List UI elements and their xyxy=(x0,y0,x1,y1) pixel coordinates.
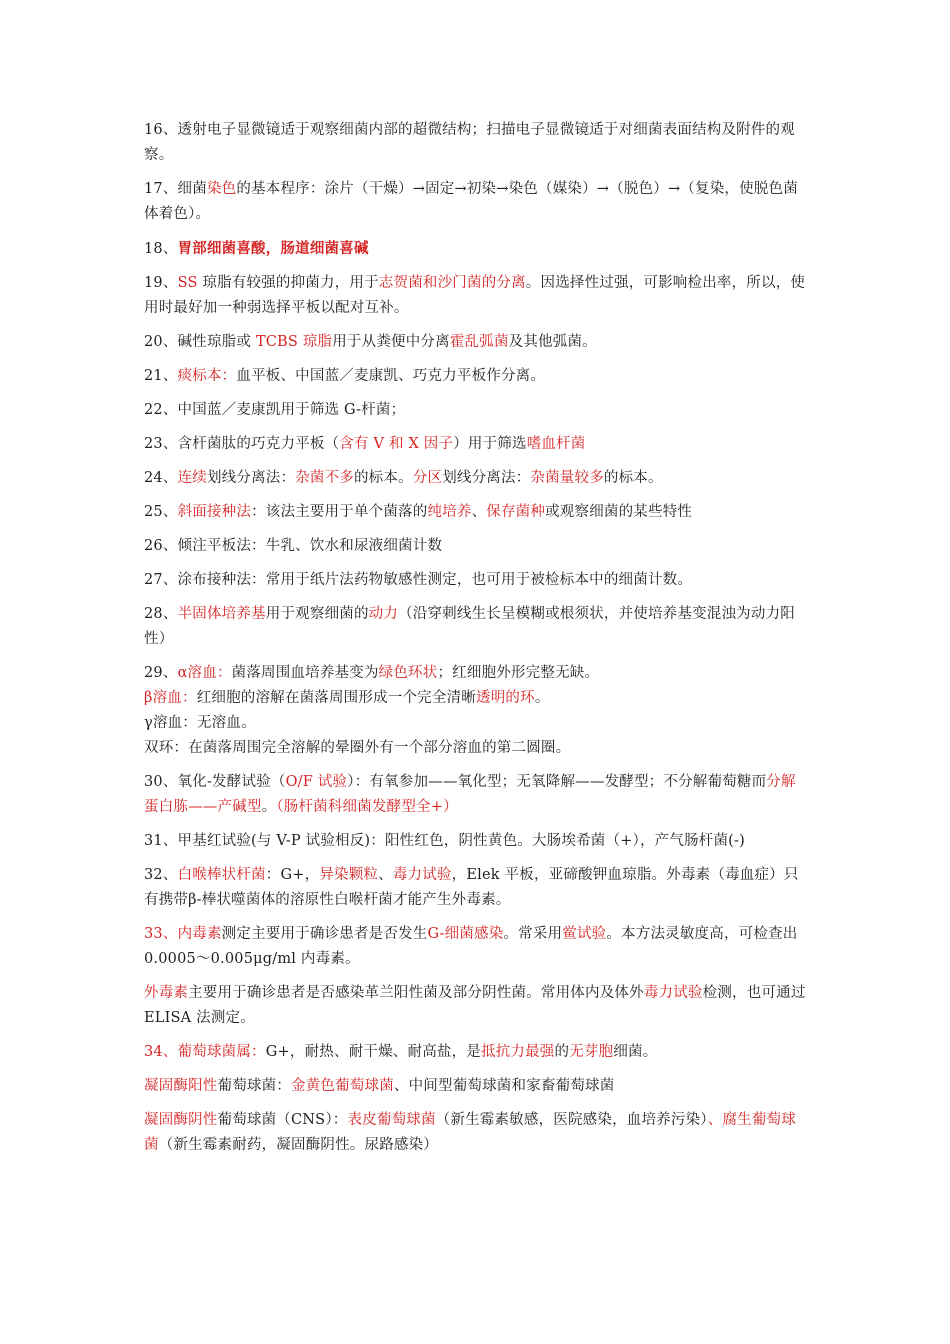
body-text: 测定主要用于确诊患者是否发生 xyxy=(221,926,428,942)
body-text: γ溶血：无溶血。 xyxy=(144,715,256,731)
body-text: 29、 xyxy=(144,665,178,681)
body-text: ）用于筛选 xyxy=(453,436,527,452)
paragraph-p20 xyxy=(144,330,810,355)
highlighted-text: 白喉棒状杆菌 xyxy=(177,867,266,883)
highlighted-text: 外毒素 xyxy=(144,985,189,1001)
paragraph-p23 xyxy=(144,432,810,457)
highlighted-text: 凝固酶阴性 xyxy=(144,1112,218,1128)
paragraph-p18 xyxy=(144,236,810,262)
highlighted-text: 金黄色葡萄球菌 xyxy=(291,1078,394,1094)
body-text: （新生霉素敏感，医院感染，血培养污染） xyxy=(435,1112,708,1128)
body-text: 红细胞的溶解在菌落周围形成一个完全清晰 xyxy=(196,690,476,706)
highlighted-text: α溶血： xyxy=(177,665,232,681)
paragraph-p28 xyxy=(144,602,810,652)
highlighted-text: 分区 xyxy=(412,470,443,486)
body-text: 的标本。 xyxy=(353,470,413,486)
body-text: 25、 xyxy=(144,504,178,520)
paragraph-p26 xyxy=(144,534,810,559)
highlighted-text: 纯培养 xyxy=(427,504,472,520)
highlighted-text: 绿色环状 xyxy=(378,665,438,681)
body-text: 主要用于确诊患者是否感染革兰阳性菌及部分阴性菌。常用体内及体外 xyxy=(188,985,644,1001)
body-text: 28、 xyxy=(144,606,178,622)
body-text: 双环：在菌落周围完全溶解的晕圈外有一个部分溶血的第二圆圈。 xyxy=(144,740,571,756)
highlighted-text: 嗜血杆菌 xyxy=(526,436,586,452)
highlighted-text: G-细菌感染 xyxy=(427,926,504,942)
body-text: 菌落周围血培养基变为 xyxy=(231,665,379,681)
body-text: 、 xyxy=(378,867,393,883)
body-text: 、 xyxy=(471,504,487,520)
highlighted-text: 异染颗粒 xyxy=(319,867,379,883)
highlighted-text: （肠杆菌科细菌发酵型全+） xyxy=(276,799,458,815)
paragraph-p29a xyxy=(144,661,810,686)
body-text: 31、甲基红试验(与 V-P 试验相反)：阳性红色，阴性黄色。大肠埃希菌（+），产气肠杆菌(-) xyxy=(144,833,745,849)
paragraph-p32 xyxy=(144,863,810,913)
body-text: （新生霉素耐药，凝固酶阴性。尿路感染） xyxy=(158,1137,439,1153)
body-text: 27、涂布接种法：常用于纸片法药物敏感性测定，也可用于被检标本中的细菌计数。 xyxy=(144,572,693,588)
highlighted-text: 33、 xyxy=(144,926,178,942)
highlighted-text: 腐生葡萄球菌 xyxy=(144,1112,796,1153)
body-text: 20、碱性琼脂或 xyxy=(144,334,256,350)
paragraph-p29d xyxy=(144,736,810,761)
highlighted-text: 胃部细菌喜酸，肠道细菌喜碱 xyxy=(177,240,369,257)
body-text: 。本方法灵敏度高，可检查出 0.0005～0.005μg/ml 内毒素。 xyxy=(144,926,798,967)
highlighted-text: 内毒素 xyxy=(177,926,222,942)
highlighted-text: 杂菌不多 xyxy=(295,470,354,486)
paragraph-p16 xyxy=(144,118,810,168)
paragraph-p29c xyxy=(144,711,810,736)
body-text: 32、 xyxy=(144,867,178,883)
body-text: 16、透射电子显微镜适于观察细菌内部的超微结构；扫描电子显微镜适于对细菌表面结构及附件的观察。 xyxy=(144,122,795,163)
highlighted-text: 含有 V 和 X 因子 xyxy=(339,436,454,452)
highlighted-text: 透明的环 xyxy=(476,690,535,706)
body-text: 17、细菌 xyxy=(144,181,207,197)
body-text: ：该法主要用于单个菌落的 xyxy=(251,504,428,520)
paragraph-p25 xyxy=(144,500,810,525)
highlighted-text: 、 xyxy=(707,1112,723,1128)
body-text: 琼脂有较强的抑菌力，用于 xyxy=(197,275,379,291)
paragraph-p17 xyxy=(144,177,810,227)
highlighted-text: 34、葡萄球菌属： xyxy=(144,1044,266,1060)
highlighted-text: 保存菌种 xyxy=(486,504,546,520)
body-text: 的基本程序：涂片（干燥）→固定→初染→染色（媒染）→（脱色）→（复染，使脱色菌体着色）。 xyxy=(144,181,798,222)
highlighted-text: 志贺菌和沙门菌的分离 xyxy=(378,275,526,291)
body-text: 及其他弧菌。 xyxy=(508,334,597,350)
body-text: 划线分离法： xyxy=(442,470,531,486)
paragraph-p29b xyxy=(144,686,810,711)
body-text: 22、中国蓝／麦康凯用于筛选 G-杆菌； xyxy=(144,402,406,418)
highlighted-text: 鲎试验 xyxy=(562,926,607,942)
body-text: 的标本。 xyxy=(603,470,663,486)
body-text: ：G+， xyxy=(265,867,320,883)
body-text: ，Elek 平板，亚碲酸钾血琼脂。外毒素（毒血症）只有携带β-棒状噬菌体的溶原性白喉杆菌才能产生外毒素。 xyxy=(144,867,799,908)
highlighted-text: 连续 xyxy=(177,470,207,486)
highlighted-text: 动力 xyxy=(368,606,399,622)
body-text: 。 xyxy=(534,690,550,706)
paragraph-p33 xyxy=(144,922,810,972)
paragraph-p22 xyxy=(144,398,810,423)
body-text: 19、 xyxy=(144,275,178,291)
highlighted-text: O/F 试验 xyxy=(285,774,348,790)
highlighted-text: 痰标本： xyxy=(177,368,237,384)
paragraph-p34c xyxy=(144,1108,810,1158)
body-text: 。 xyxy=(261,799,277,815)
body-text: 24、 xyxy=(144,470,178,486)
body-text: 26、倾注平板法：牛乳、饮水和尿液细菌计数 xyxy=(144,538,443,554)
body-text: 葡萄球菌（CNS）： xyxy=(217,1112,348,1128)
highlighted-text: 毒力试验 xyxy=(392,867,452,883)
body-text: 血平板、中国蓝／麦康凯、巧克力平板作分离。 xyxy=(236,368,546,384)
highlighted-text: 杂菌量较多 xyxy=(530,470,604,486)
highlighted-text: SS xyxy=(177,275,198,291)
body-text: ）：有氧参加——氧化型；无氧降解——发酵型；不分解葡萄糖而 xyxy=(347,774,767,790)
highlighted-text: 霍乱弧菌 xyxy=(449,334,509,350)
highlighted-text: 凝固酶阳性 xyxy=(144,1078,218,1094)
paragraph-p33b xyxy=(144,981,810,1031)
body-text: 或观察细菌的某些特性 xyxy=(545,504,693,520)
body-text: （沿穿刺线生长呈模糊或根须状，并使培养基变混浊为动力阳性） xyxy=(144,606,795,647)
highlighted-text: 染色 xyxy=(206,181,237,197)
body-text: 检测，也可通过 ELISA 法测定。 xyxy=(144,985,806,1026)
body-text: 划线分离法： xyxy=(206,470,296,486)
paragraph-p34b xyxy=(144,1074,810,1099)
body-text: 。因选择性过强，可影响检出率，所以，使用时最好加一种弱选择平板以配对互补。 xyxy=(144,275,806,316)
body-text: 的 xyxy=(554,1044,570,1060)
highlighted-text: 无芽胞 xyxy=(569,1044,614,1060)
paragraph-p30 xyxy=(144,770,810,820)
paragraph-p21 xyxy=(144,364,810,389)
highlighted-text: β溶血： xyxy=(144,690,197,706)
highlighted-text: 半固体培养基 xyxy=(177,606,266,622)
body-text: 23、含杆菌肽的巧克力平板（ xyxy=(144,436,340,452)
body-text: 用于从粪便中分离 xyxy=(332,334,450,350)
highlighted-text: 表皮葡萄球菌 xyxy=(347,1112,436,1128)
paragraph-p34 xyxy=(144,1040,810,1065)
body-text: 、中间型葡萄球菌和家畜葡萄球菌 xyxy=(393,1078,615,1094)
body-text: 18、 xyxy=(144,241,178,257)
highlighted-text: 分解蛋白胨——产碱型 xyxy=(144,774,796,815)
body-text: ；红细胞外形完整无缺。 xyxy=(437,665,600,681)
body-text: 21、 xyxy=(144,368,178,384)
paragraph-p24 xyxy=(144,466,810,491)
highlighted-text: 抵抗力最强 xyxy=(481,1044,555,1060)
highlighted-text: TCBS 琼脂 xyxy=(255,334,333,350)
body-text: 用于观察细菌的 xyxy=(265,606,369,622)
body-text: 葡萄球菌： xyxy=(217,1078,291,1094)
document-body xyxy=(144,118,810,1167)
paragraph-p27 xyxy=(144,568,810,593)
highlighted-text: 毒力试验 xyxy=(643,985,703,1001)
paragraph-p31 xyxy=(144,829,810,854)
body-text: 30、氧化-发酵试验（ xyxy=(144,774,286,790)
highlighted-text: 斜面接种法 xyxy=(177,504,252,520)
body-text: 。常采用 xyxy=(503,926,563,942)
paragraph-p19 xyxy=(144,271,810,321)
body-text: 细菌。 xyxy=(613,1044,658,1060)
body-text: G+，耐热、耐干燥、耐高盐，是 xyxy=(265,1044,481,1060)
